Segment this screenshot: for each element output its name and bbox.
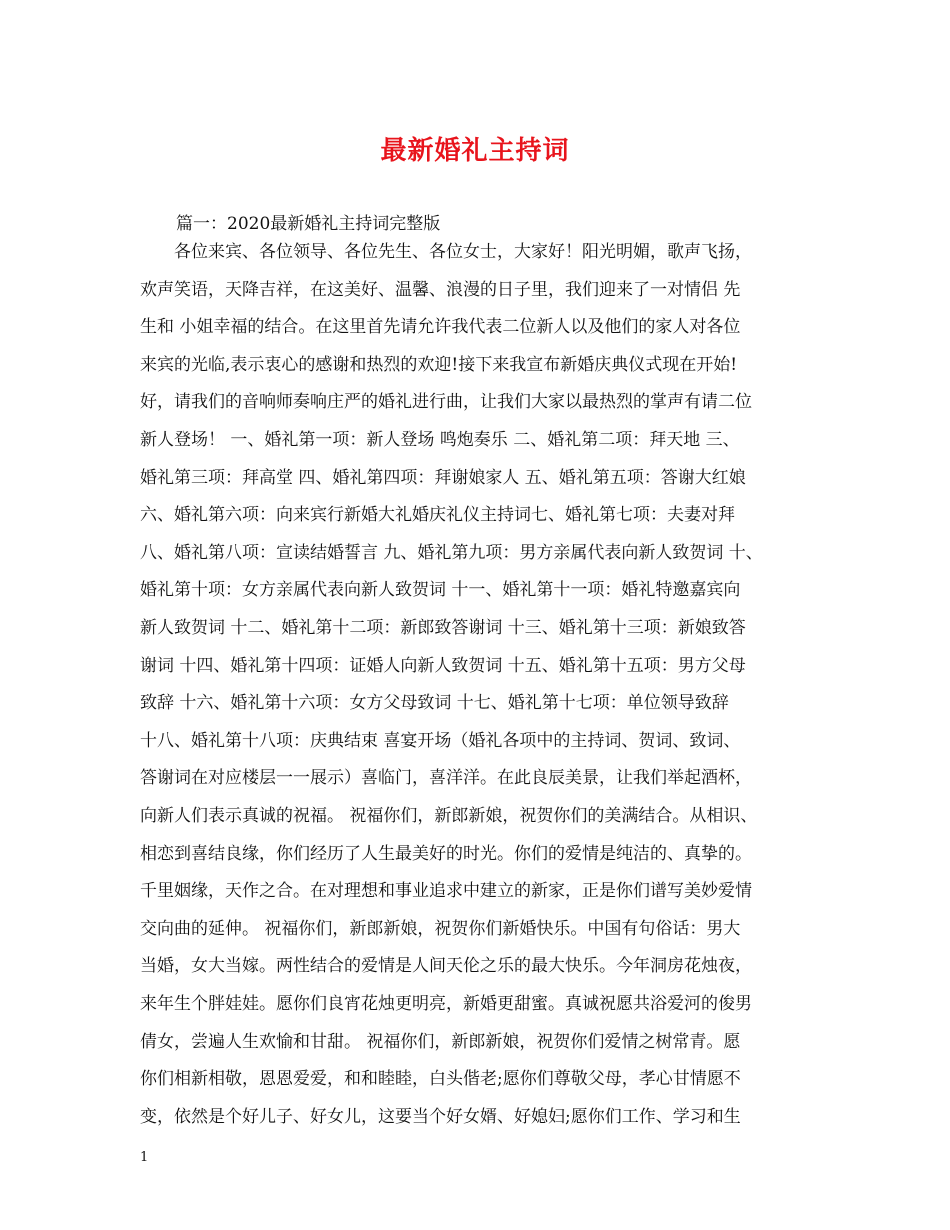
body-line: 六、婚礼第六项：向来宾行新婚大礼婚庆礼仪主持词七、婚礼第七项：夫妻对拜 (140, 505, 735, 526)
body-line: 十八、婚礼第十八项：庆典结束 喜宴开场（婚礼各项中的主持词、贺词、致词、 (140, 730, 741, 751)
body-line: 新人登场！ 一、婚礼第一项：新人登场 鸣炮奏乐 二、婚礼第二项：拜天地 三、 (140, 430, 740, 450)
body-line: 八、婚礼第八项：宣读结婚誓言 九、婚礼第九项：男方亲属代表向新人致贺词 十、 (140, 542, 763, 563)
body-line: 来宾的光临,表示衷心的感谢和热烈的欢迎!接下来我宣布新婚庆典仪式现在开始! (140, 354, 738, 375)
body-line: 变，依然是个好儿子、好女儿，这要当个好女婿、好媳妇;愿你们工作、学习和生 (140, 1106, 741, 1127)
body-line: 各位来宾、各位领导、各位先生、各位女士，大家好！阳光明媚，歌声飞扬， (140, 242, 752, 262)
body-line: 答谢词在对应楼层一一展示）喜临门，喜洋洋。在此良辰美景，让我们举起酒杯， (140, 768, 752, 789)
body-line: 谢词 十四、婚礼第十四项：证婚人向新人致贺词 十五、婚礼第十五项：男方父母 (140, 655, 746, 676)
body-line: 婚礼第十项：女方亲属代表向新人致贺词 十一、婚礼第十一项：婚礼特邀嘉宾向 (140, 580, 741, 601)
body-line: 致辞 十六、婚礼第十六项：女方父母致词 十七、婚礼第十七项：单位领导致辞 (140, 693, 729, 714)
body-line: 婚礼第三项：拜高堂 四、婚礼第四项：拜谢娘家人 五、婚礼第五项：答谢大红娘 (140, 467, 746, 488)
body-line: 千里姻缘，天作之合。在对理想和事业追求中建立的新家，正是你们谱写美妙爱情 (140, 881, 752, 902)
body-line: 欢声笑语，天降吉祥，在这美好、温馨、浪漫的日子里，我们迎来了一对情侣 先 (140, 279, 741, 300)
body-line: 你们相新相敬，恩恩爱爱，和和睦睦，白头偕老;愿你们尊敬父母，孝心甘情愿不 (140, 1069, 741, 1090)
page-number: 1 (140, 1150, 149, 1165)
body-line: 新人致贺词 十二、婚礼第十二项：新郎致答谢词 十三、婚礼第十三项：新娘致答 (140, 618, 746, 638)
body-line: 向新人们表示真诚的祝福。 祝福你们，新郎新娘，祝贺你们的美满结合。从相识、 (140, 806, 758, 826)
body-line: 来年生个胖娃娃。愿你们良宵花烛更明亮，新婚更甜蜜。真诚祝愿共浴爱河的俊男 (140, 994, 752, 1014)
document-title: 最新婚礼主持词 (380, 136, 570, 166)
document-subtitle: 篇一：2020最新婚礼主持词完整版 (176, 214, 441, 234)
body-line: 倩女，尝遍人生欢愉和甘甜。 祝福你们，新郎新娘，祝贺你们爱情之树常青。愿 (140, 1031, 741, 1052)
body-line: 相恋到喜结良缘，你们经历了人生最美好的时光。你们的爱情是纯洁的、真挚的。 (140, 843, 752, 864)
body-line: 生和 小姐幸福的结合。在这里首先请允许我代表二位新人以及他们的家人对各位 (140, 317, 741, 338)
body-line: 好，请我们的音响师奏响庄严的婚礼进行曲，让我们大家以最热烈的掌声有请二位 (140, 392, 752, 413)
body-line: 交向曲的延伸。 祝福你们，新郎新娘，祝贺你们新婚快乐。中国有句俗话：男大 (140, 918, 741, 939)
body-line: 当婚，女大当嫁。两性结合的爱情是人间天伦之乐的最大快乐。今年洞房花烛夜， (140, 956, 752, 977)
